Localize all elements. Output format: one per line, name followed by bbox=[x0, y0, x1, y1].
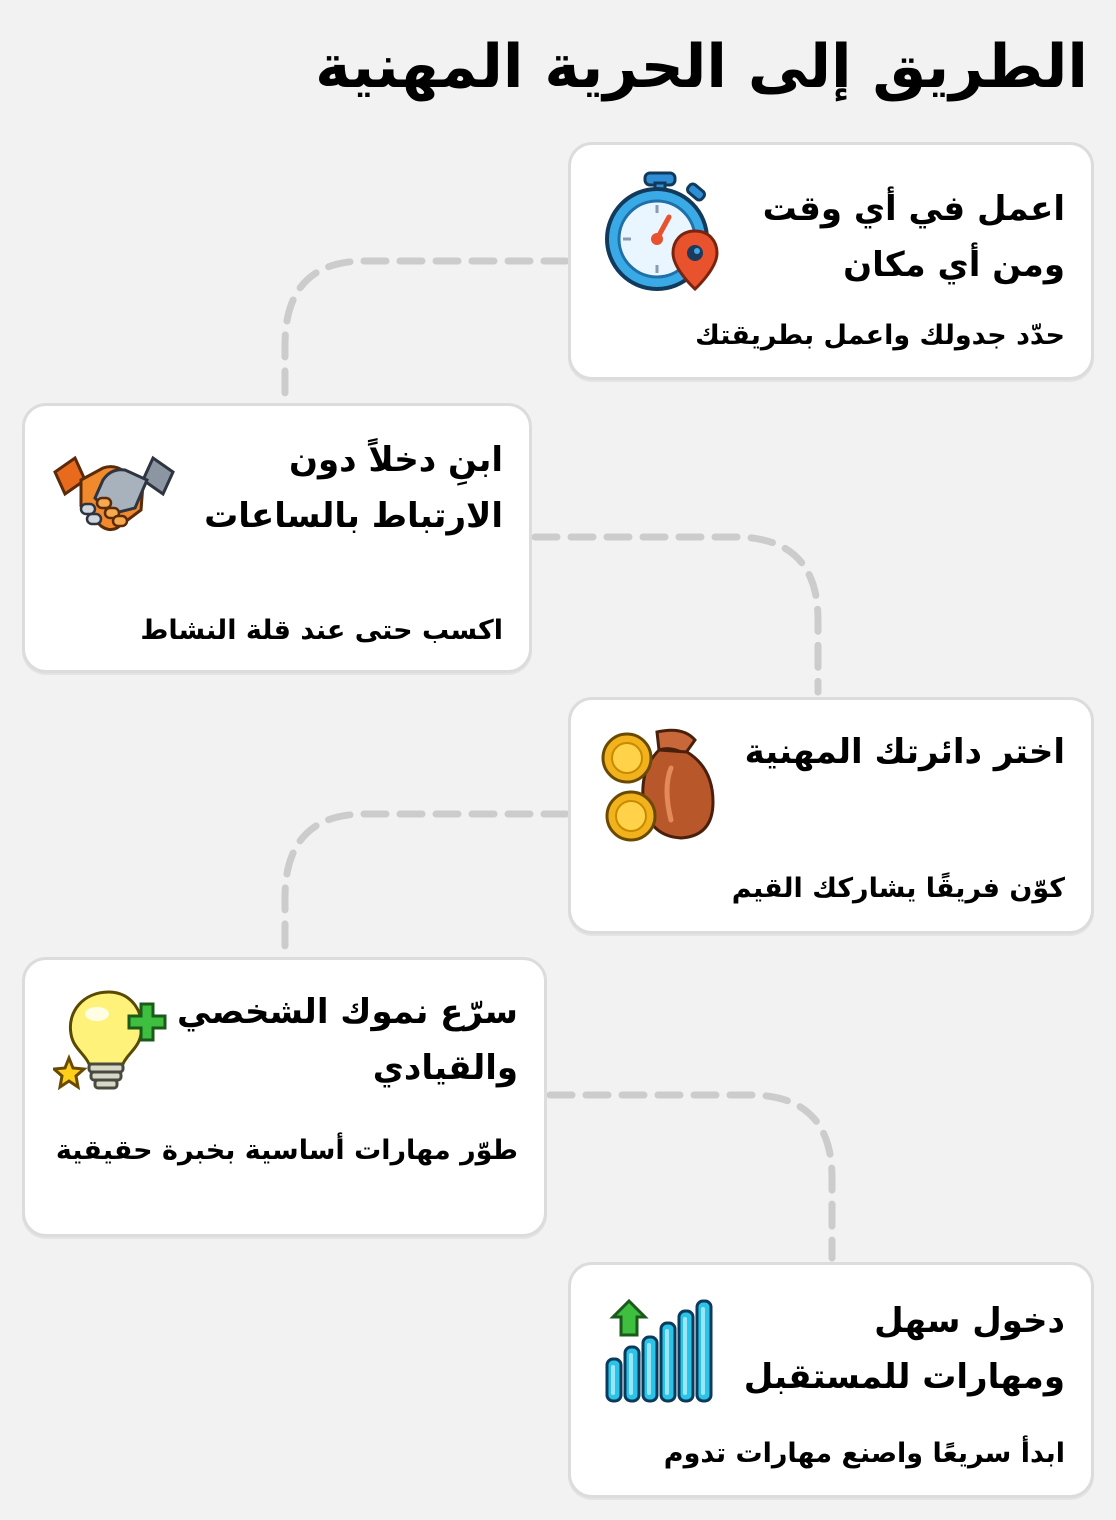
step-description: طوّر مهارات أساسية بخبرة حقيقية bbox=[55, 1135, 518, 1166]
handshake-icon bbox=[51, 450, 177, 538]
step-title: دخول سهل ومهارات للمستقبل bbox=[743, 1301, 1065, 1397]
step-description: كوّن فريقًا يشاركك القيم bbox=[731, 873, 1065, 904]
connector-1-2 bbox=[285, 261, 566, 400]
connector-4-5 bbox=[550, 1095, 832, 1258]
step-card-passive-income bbox=[22, 403, 532, 673]
step-description: ابدأ سريعًا واصنع مهارات تدوم bbox=[663, 1438, 1065, 1469]
step-title: اختر دائرتك المهنية bbox=[744, 732, 1065, 772]
coin-bag-icon bbox=[601, 728, 719, 846]
lightbulb-plus-icon bbox=[53, 988, 173, 1100]
page-title: الطريق إلى الحرية المهنية bbox=[315, 32, 1088, 102]
step-title: اعمل في أي وقت ومن أي مكان bbox=[762, 189, 1065, 285]
step-title: سرّع نموك الشخصي والقيادي bbox=[177, 992, 518, 1088]
stopwatch-location-icon bbox=[599, 169, 721, 293]
step-card-flexible-time bbox=[568, 142, 1094, 380]
connector-2-3 bbox=[535, 537, 818, 692]
step-description: اكسب حتى عند قلة النشاط bbox=[140, 615, 503, 646]
connector-3-4 bbox=[285, 814, 566, 953]
step-card-professional-circle bbox=[568, 697, 1094, 934]
step-description: حدّد جدولك واعمل بطريقتك bbox=[695, 320, 1065, 351]
step-card-easy-entry bbox=[568, 1262, 1094, 1498]
step-title: ابنِ دخلاً دون الارتباط بالساعات bbox=[204, 440, 503, 536]
step-card-leadership-growth bbox=[22, 957, 547, 1237]
growth-chart-icon bbox=[603, 1299, 715, 1405]
